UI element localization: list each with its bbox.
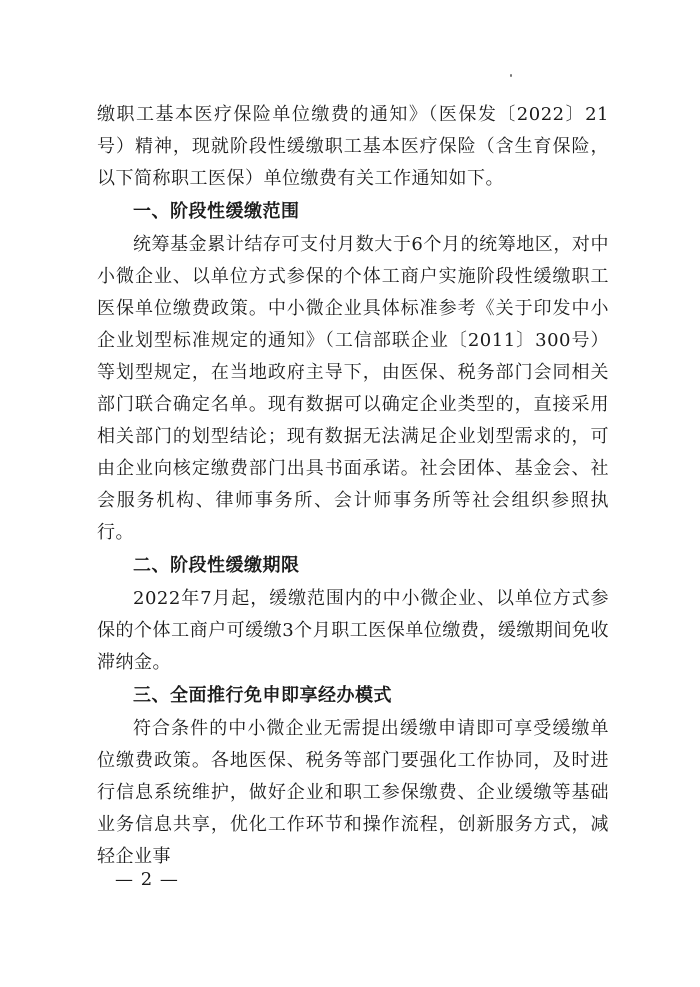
section-body-period: 2022年7月起，缓缴范围内的中小微企业、以单位方式参保的个体工商户可缓缴3个月职工医保单位缴费，缓缴期间免收滞纳金。	[97, 588, 609, 673]
section-heading-no-application: 三、全面推行免申即享经办模式	[133, 685, 392, 706]
section-heading-scope: 一、阶段性缓缴范围	[133, 201, 300, 222]
intro-paragraph: 缴职工基本医疗保险单位缴费的通知》（医保发〔2022〕21号）精神，现就阶段性缓缴职工基本医疗保险（含生育保险，以下简称职工医保）单位缴费有关工作通知如下。	[97, 104, 609, 189]
section-heading-period: 二、阶段性缓缴期限	[133, 555, 300, 576]
section-body-scope: 统筹基金累计结存可支付月数大于6个月的统筹地区，对中小微企业、以单位方式参保的个体工商户实施阶段性缓缴职工医保单位缴费政策。中小微企业具体标准参考《关于印发中小企业划型标准规定的通知》（工信部联企业〔2011〕300号）等划型规定，在当地政府主导下，由医保、税务部门会同相关部门联合确定名单。现有数据可以确定企业类型的，直接采用相关部门的划型结论；现有数据无法满足企业划型需求的，可由企业向核定缴费部门出具书面承诺。社会团体、基金会、社会服务机构、律师事务所、会计师事务所等社会组织参照执行。	[97, 234, 609, 543]
document-body	[97, 99, 609, 873]
scan-speck	[510, 74, 512, 77]
page-number: — 2 —	[115, 869, 179, 890]
section-body-no-application: 符合条件的中小微企业无需提出缓缴申请即可享受缓缴单位缴费政策。各地医保、税务等部门要强化工作协同，及时进行信息系统维护，做好企业和职工参保缴费、企业缓缴等基础业务信息共享，优化工作环节和操作流程，创新服务方式，减轻企业事	[97, 718, 609, 867]
